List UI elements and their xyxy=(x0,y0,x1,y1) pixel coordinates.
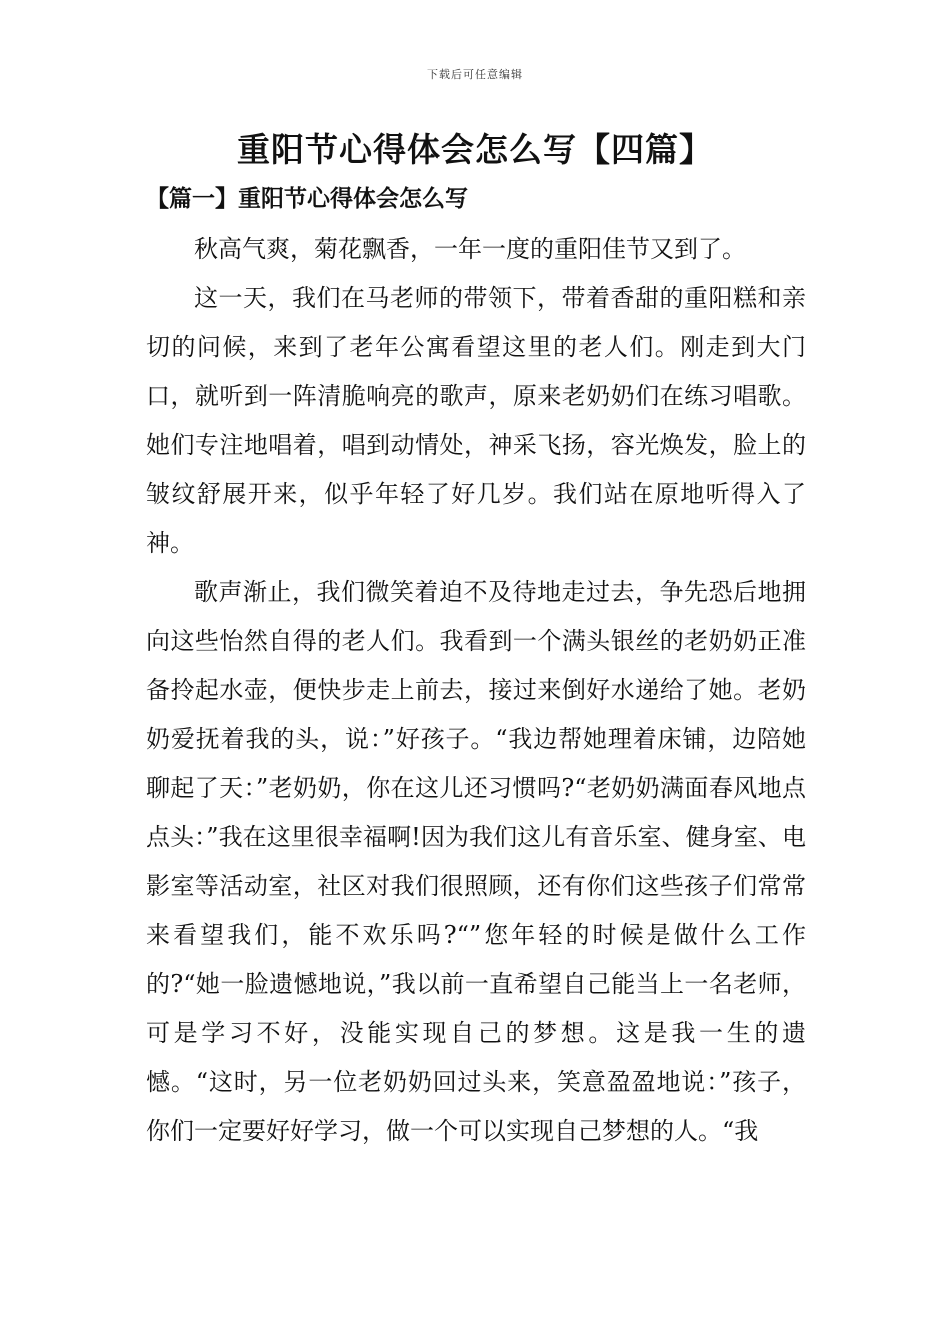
paragraph: 秋高气爽，菊花飘香，一年一度的重阳佳节又到了。 xyxy=(194,235,746,263)
document-body xyxy=(146,225,806,1156)
section-heading: 【篇一】重阳节心得体会怎么写 xyxy=(146,185,468,212)
document-title: 重阳节心得体会怎么写【四篇】 xyxy=(237,130,713,169)
paragraph: 歌声渐止，我们微笑着迫不及待地走过去，争先恐后地拥向这些怡然自得的老人们。我看到一个满头银丝的老奶奶正准备拎起水壶，便快步走上前去，接过来倒好水递给了她。老奶奶爱抚着我的头，说：”好孩子。“我边帮她理着床铺，边陪她聊起了天：”老奶奶，你在这儿还习惯吗?“老奶奶满面春风地点点头：”我在这里很幸福啊!因为我们这儿有音乐室、健身室、电影室等活动室，社区对我们很照顾，还有你们这些孩子们常常来看望我们，能不欢乐吗?“”您年轻的时候是做什么工作的?“她一脸遗憾地说，”我以前一直希望自己能当上一名老师，可是学习不好，没能实现自己的梦想。这是我一生的遗憾。“这时，另一位老奶奶回过头来，笑意盈盈地说：”孩子，你们一定要好好学习，做一个可以实现自己梦想的人。“我 xyxy=(146,578,806,1145)
paragraph: 这一天，我们在马老师的带领下，带着香甜的重阳糕和亲切的问候，来到了老年公寓看望这里的老人们。刚走到大门口，就听到一阵清脆响亮的歌声，原来老奶奶们在练习唱歌。她们专注地唱着，唱到动情处，神采飞扬，容光焕发，脸上的皱纹舒展开来，似乎年轻了好几岁。我们站在原地听得入了神。 xyxy=(146,284,806,557)
header-note: 下载后可任意编辑 xyxy=(427,68,523,81)
